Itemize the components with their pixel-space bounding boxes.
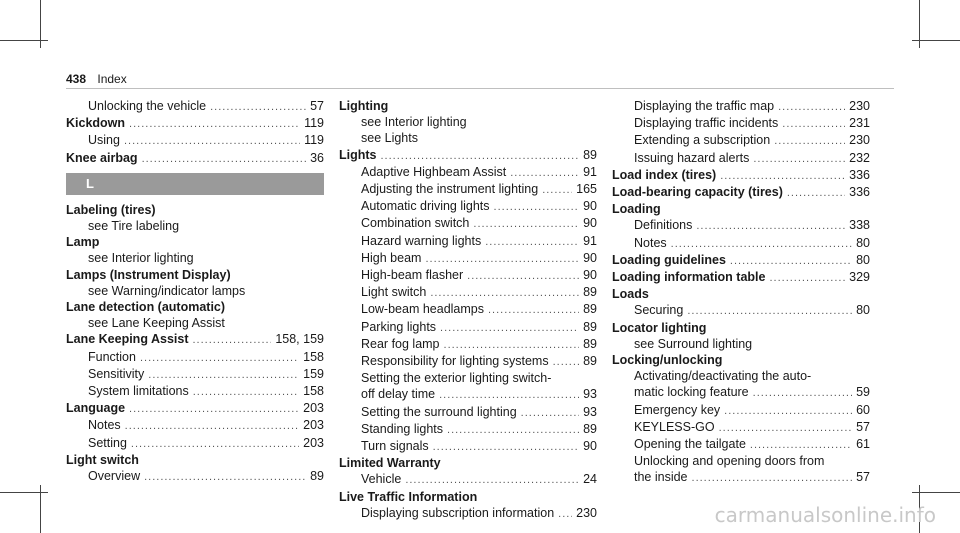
leader-dots (542, 182, 572, 198)
page-reference[interactable]: 80 (856, 303, 870, 318)
leader-dots (787, 185, 845, 201)
index-crossref[interactable]: see Surround lighting (634, 336, 753, 351)
index-entry[interactable] (612, 269, 870, 286)
index-heading: Lighting (339, 99, 389, 113)
index-heading: Locator lighting (612, 320, 707, 335)
index-heading: Lamps (Instrument Display) (66, 267, 231, 282)
page-reference[interactable]: 93 (583, 387, 597, 402)
entry-text: Low-beam headlamps (361, 302, 484, 317)
leader-dots (485, 234, 579, 250)
index-subentry[interactable] (612, 217, 870, 234)
index-column-2 (339, 98, 597, 522)
entry-text: Securing (634, 303, 684, 318)
index-subentry[interactable] (339, 336, 597, 353)
entry-text: Opening the tailgate (634, 437, 746, 452)
crop-mark (912, 40, 960, 41)
index-subentry[interactable] (339, 284, 597, 301)
index-subentry[interactable] (339, 386, 597, 403)
page-reference[interactable]: 158 (303, 384, 324, 399)
leader-dots (124, 133, 300, 149)
leader-dots (558, 506, 572, 522)
leader-dots (753, 385, 852, 401)
index-subentry[interactable] (612, 98, 870, 115)
index-subentry[interactable] (339, 267, 597, 284)
entry-text: Rear fog lamp (361, 336, 440, 351)
page-reference[interactable]: 57 (856, 470, 870, 485)
entry-text: Emergency key (634, 402, 721, 417)
entry-text: Loading guidelines (612, 252, 726, 267)
entry-text: Kickdown (66, 116, 126, 131)
entry-text: Responsibility for lighting systems (361, 354, 549, 369)
leader-dots (129, 401, 299, 417)
index-subentry[interactable] (66, 132, 324, 149)
entry-text: Hazard warning lights (361, 233, 482, 248)
page-reference[interactable]: 24 (583, 472, 597, 487)
header-rule (66, 88, 894, 89)
leader-dots (381, 148, 580, 164)
leader-dots (510, 165, 579, 181)
index-subentry[interactable] (66, 383, 324, 400)
index-entry[interactable] (66, 400, 324, 417)
index-crossref[interactable]: see Lights (361, 131, 418, 146)
page-reference[interactable]: 203 (303, 435, 324, 450)
leader-dots (210, 99, 306, 115)
page-reference[interactable]: 230 (849, 99, 870, 113)
index-entry[interactable] (66, 331, 324, 348)
entry-text: Issuing hazard alerts (634, 150, 750, 165)
entry-text: Extending a subscription (634, 133, 771, 148)
page-number: 438 (66, 72, 87, 86)
index-subentry[interactable] (66, 468, 324, 485)
index-subentry[interactable] (339, 215, 597, 232)
entry-text: Overview (88, 469, 141, 484)
page-reference[interactable]: 230 (576, 505, 597, 520)
index-subentry[interactable] (339, 250, 597, 267)
index-subentry[interactable] (66, 417, 324, 434)
index-subentry[interactable] (612, 150, 870, 167)
page-reference[interactable]: 89 (583, 421, 597, 436)
index-entry[interactable] (612, 167, 870, 184)
index-subentry[interactable] (339, 471, 597, 488)
page-reference[interactable]: 89 (583, 302, 597, 317)
entry-text: Lights (339, 147, 377, 162)
entry-text: Vehicle (361, 472, 402, 487)
page-reference[interactable]: 203 (303, 418, 324, 433)
leader-dots (439, 387, 579, 403)
crop-mark (0, 492, 48, 493)
page-reference[interactable]: 90 (583, 250, 597, 265)
entry-text: Adjusting the instrument lighting (361, 182, 539, 197)
crop-mark (0, 40, 48, 41)
page-reference[interactable]: 90 (583, 439, 597, 454)
index-crossref[interactable]: see Warning/indicator lamps (88, 283, 246, 298)
index-subentry[interactable] (66, 349, 324, 366)
entry-text: Sensitivity (88, 366, 145, 381)
entry-text: Turn signals (361, 439, 429, 454)
page-reference[interactable]: 57 (856, 419, 870, 434)
leader-dots (473, 216, 579, 232)
page-reference[interactable]: 80 (856, 235, 870, 250)
entry-text: the inside (634, 470, 688, 485)
leader-dots (750, 437, 852, 453)
entry-text: Notes (634, 235, 667, 250)
entry-text: Displaying subscription information (361, 505, 555, 520)
index-subentry[interactable] (612, 384, 870, 401)
page-reference[interactable]: 59 (856, 385, 870, 400)
page-reference[interactable]: 89 (583, 336, 597, 351)
page-reference[interactable]: 80 (856, 252, 870, 267)
leader-dots (447, 422, 579, 438)
index-heading: Live Traffic Information (339, 489, 478, 504)
page-reference[interactable]: 231 (849, 116, 870, 131)
page-reference[interactable]: 89 (310, 469, 324, 484)
index-subentry[interactable] (339, 319, 597, 336)
entry-text: Knee airbag (66, 150, 138, 165)
index-subentry[interactable] (339, 233, 597, 250)
leader-dots (433, 439, 579, 455)
leader-dots (444, 337, 580, 353)
page-reference[interactable]: 57 (310, 99, 324, 113)
page-reference[interactable]: 329 (849, 270, 870, 285)
crop-mark (912, 492, 960, 493)
entry-text: Loading information table (612, 270, 766, 285)
entry-text: Lane Keeping Assist (66, 332, 189, 347)
index-entry[interactable] (612, 252, 870, 269)
leader-dots (521, 405, 579, 421)
leader-dots (125, 418, 299, 434)
page-reference[interactable]: 89 (583, 354, 597, 369)
entry-text: Parking lights (361, 319, 437, 334)
leader-dots (692, 470, 853, 486)
index-subentry[interactable] (66, 98, 324, 115)
entry-text: Adaptive Highbeam Assist (361, 164, 507, 179)
leader-dots (494, 199, 580, 215)
entry-text: Load index (tires) (612, 167, 717, 182)
leader-dots (774, 133, 845, 149)
leader-dots (193, 332, 272, 348)
page-reference[interactable]: 91 (583, 164, 597, 179)
index-subentry[interactable] (612, 235, 870, 252)
index-subentry[interactable] (339, 404, 597, 421)
leader-dots (142, 151, 307, 167)
page-reference[interactable]: 165 (576, 182, 597, 197)
index-heading: Lane detection (automatic) (66, 300, 226, 315)
index-heading: Labeling (tires) (66, 202, 156, 217)
page-reference[interactable]: 89 (583, 319, 597, 334)
index-subentry[interactable] (612, 436, 870, 453)
leader-dots (488, 302, 579, 318)
index-crossref[interactable]: see Interior lighting (88, 251, 194, 266)
leader-dots (671, 236, 852, 252)
page-reference[interactable]: 119 (304, 133, 324, 148)
entry-text: Definitions (634, 218, 693, 233)
entry-text: Notes (88, 418, 121, 433)
entry-text: Combination switch (361, 216, 470, 231)
index-crossref[interactable]: see Interior lighting (361, 115, 467, 130)
leader-dots (430, 285, 579, 301)
leader-dots (425, 251, 579, 267)
page-reference[interactable]: 93 (583, 404, 597, 419)
leader-dots (553, 354, 580, 370)
entry-text: Automatic driving lights (361, 199, 490, 214)
index-entry[interactable] (66, 115, 324, 132)
entry-text: Unlocking the vehicle (88, 99, 207, 113)
page-reference[interactable]: 158, 159 (275, 332, 324, 347)
entry-text: KEYLESS-GO (634, 419, 715, 434)
index-crossref[interactable]: Setting the exterior lighting switch- (361, 371, 552, 386)
index-subentry[interactable] (612, 402, 870, 419)
entry-text: matic locking feature (634, 385, 749, 400)
index-subentry[interactable] (339, 301, 597, 318)
leader-dots (724, 403, 852, 419)
index-heading: Lamp (66, 235, 100, 250)
index-heading: Loading (612, 202, 661, 217)
page-reference[interactable]: 36 (310, 150, 324, 165)
index-column-1 (66, 98, 324, 485)
index-entry[interactable] (612, 184, 870, 201)
index-heading: Limited Warranty (339, 456, 441, 471)
watermark: carmanualsonline.info (714, 503, 936, 527)
leader-dots (131, 436, 299, 452)
leader-dots (467, 268, 579, 284)
page-reference[interactable]: 119 (304, 116, 324, 131)
page-reference[interactable]: 90 (583, 216, 597, 231)
index-subentry[interactable] (339, 198, 597, 215)
page-header (66, 72, 127, 86)
page-reference[interactable]: 60 (856, 402, 870, 417)
index-subentry[interactable] (612, 115, 870, 132)
section-letter: L (66, 173, 324, 195)
leader-dots (405, 472, 579, 488)
page-reference[interactable]: 338 (849, 218, 870, 233)
page-reference[interactable]: 232 (849, 150, 870, 165)
entry-text: Language (66, 401, 126, 416)
index-heading: Light switch (66, 452, 139, 467)
entry-text: Displaying the traffic map (634, 99, 775, 113)
entry-text: Load-bearing capacity (tires) (612, 185, 783, 200)
index-entry[interactable] (66, 150, 324, 167)
page-reference[interactable]: 158 (303, 349, 324, 364)
page-reference[interactable]: 159 (303, 366, 324, 381)
index-subentry[interactable] (339, 421, 597, 438)
entry-text: Setting (88, 435, 127, 450)
entry-text: Displaying traffic incidents (634, 116, 779, 131)
index-subentry[interactable] (339, 505, 597, 522)
page-reference[interactable]: 89 (583, 285, 597, 300)
index-subentry[interactable] (339, 438, 597, 455)
page-reference[interactable]: 90 (583, 199, 597, 214)
page-reference[interactable]: 336 (849, 167, 870, 182)
index-crossref[interactable]: see Lane Keeping Assist (88, 316, 225, 331)
leader-dots (782, 116, 845, 132)
entry-text: Setting the surround lighting (361, 404, 517, 419)
section-title: Index (97, 72, 127, 86)
leader-dots (193, 384, 299, 400)
leader-dots (719, 420, 853, 436)
entry-text: High beam (361, 250, 422, 265)
index-subentry[interactable] (66, 435, 324, 452)
index-subentry[interactable] (339, 353, 597, 370)
index-column-3 (612, 98, 870, 487)
page-reference[interactable]: 91 (583, 233, 597, 248)
leader-dots (129, 116, 300, 132)
leader-dots (730, 253, 852, 269)
entry-text: Using (88, 133, 120, 148)
entry-text: Function (88, 349, 136, 364)
entry-text: Standing lights (361, 421, 444, 436)
page-reference[interactable]: 203 (303, 401, 324, 416)
leader-dots (778, 99, 845, 115)
page-reference[interactable]: 89 (583, 147, 597, 162)
index-crossref[interactable]: Activating/deactivating the auto- (634, 369, 812, 384)
index-subentry[interactable] (612, 419, 870, 436)
leader-dots (140, 350, 299, 366)
page-reference[interactable]: 61 (856, 437, 870, 452)
leader-dots (148, 367, 299, 383)
index-crossref[interactable]: see Tire labeling (88, 219, 180, 234)
entry-text: System limitations (88, 384, 189, 399)
index-heading: Loads (612, 287, 649, 302)
index-subentry[interactable] (66, 366, 324, 383)
index-subentry[interactable] (339, 164, 597, 181)
page-reference[interactable]: 90 (583, 268, 597, 283)
index-heading: Locking/unlocking (612, 353, 723, 368)
page-reference[interactable]: 230 (849, 133, 870, 148)
index-entry[interactable] (339, 147, 597, 164)
leader-dots (696, 218, 845, 234)
index-subentry[interactable] (612, 302, 870, 319)
page-reference[interactable]: 336 (849, 185, 870, 200)
leader-dots (687, 303, 852, 319)
entry-text: off delay time (361, 387, 436, 402)
index-crossref[interactable]: Unlocking and opening doors from (634, 454, 825, 469)
index-subentry[interactable] (612, 132, 870, 149)
entry-text: High-beam flasher (361, 268, 464, 283)
leader-dots (144, 469, 306, 485)
leader-dots (720, 168, 845, 184)
entry-text: Light switch (361, 285, 427, 300)
index-subentry[interactable] (612, 469, 870, 486)
leader-dots (769, 270, 845, 286)
leader-dots (440, 320, 579, 336)
index-subentry[interactable] (339, 181, 597, 198)
leader-dots (753, 151, 845, 167)
